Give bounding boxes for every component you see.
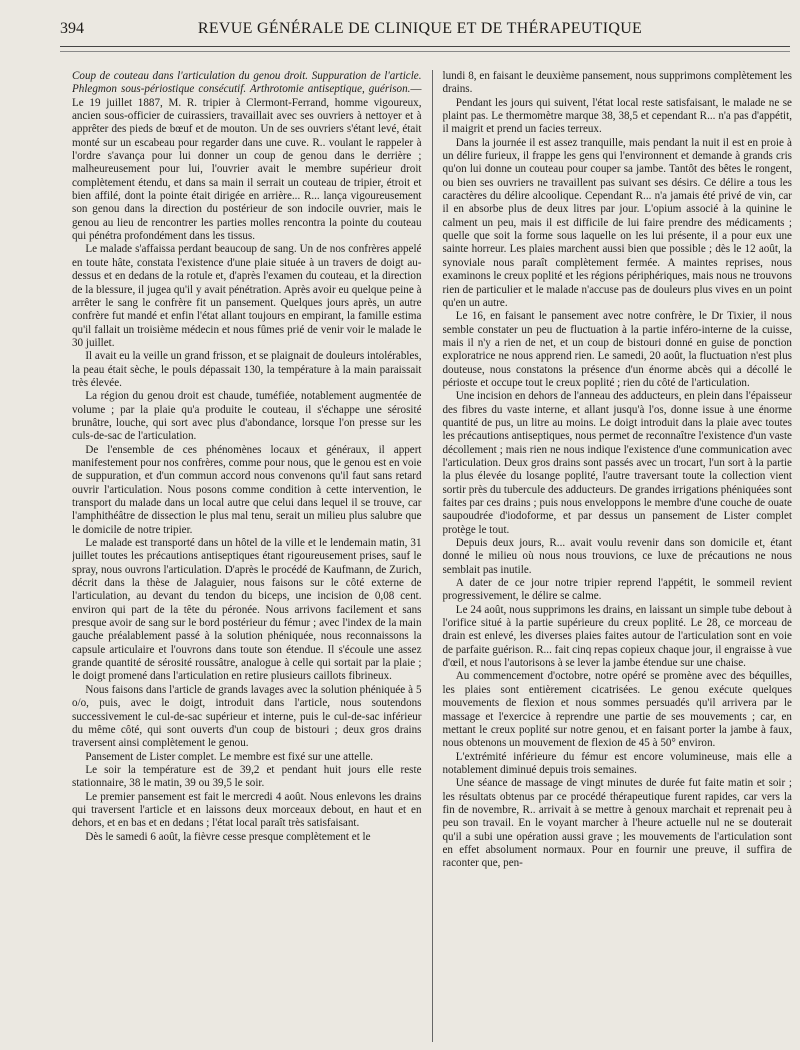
paragraph: Dans la journée il est assez tranquille, mais pendant la nuit il est en proie à un délire furieux, il frappe les gens qui l'environnent et demande à grands cris qu'on lui donne un couteau pour couper sa jambe. Tantôt des bêtes le rongent, ou bien ses ouvriers ne travaillent pas suivant ses désirs. Ce délire a tous les caractères du délire alcoolique. Cependant R... n'a jamais été privé de vin, car il en absorbe plus de deux litres par jour. L'opium associé à la quinine le calment un peu, mais il est difficile de lui faire prendre des médicaments ; quelle que soit la forme sous laquelle on les lui présente, il a pour eux une sainte horreur. Les plaies marchent aussi bien que possible ; dès le 12 août, la synoviale nous paraît complètement fermée. A maintes reprises, nous examinons le creux poplité et les régions périphériques, mais nous ne trouvons rien de particulier et le malade n'accuse pas de douleurs plus vives en un point qu'en un autre. — [442, 136, 792, 309]
paragraph: Pansement de Lister complet. Le membre est fixé sur une attelle. — [85, 750, 374, 763]
case-opening-paragraph — [72, 70, 422, 243]
paragraph: Dès le samedi 6 août, la fièvre cesse presque complètement et le — [85, 830, 371, 843]
paragraph: lundi 8, en faisant le deuxième pansement, nous supprimons complètement les drains. — [442, 70, 792, 96]
page-number: 394 — [60, 20, 84, 37]
paragraph: Nous faisons dans l'article de grands lavages avec la solution phéniquée à 5 o/o, puis, avec le doigt, introduit dans l'article, nous soutendons successivement le cul-de-sac supérieur et interne, puis le cul-de-sac inférieur du même côté, qui sont ouverts d'un coup de bistouri ; deux gros drains traversent ainsi complètement le genou. — [72, 683, 422, 750]
paragraph: Le premier pansement est fait le mercredi 4 août. Nous enlevons les drains qui traversent l'article et en laissons deux morceaux debout, en haut et en dehors, et en bas et en dedans ; l'état local paraît très satisfaisant. — [72, 790, 422, 830]
text-columns — [72, 70, 792, 1042]
paragraph: A dater de ce jour notre tripier reprend l'appétit, le sommeil revient progressivement, le délire se calme. — [442, 577, 792, 603]
case-title: Coup de couteau dans l'articulation du genou droit. Suppuration de l'article. Phlegmon sous-périostique consécutif. Arthrotomie antiseptique, guérison. — [72, 70, 422, 96]
paragraph: Une séance de massage de vingt minutes de durée fut faite matin et soir ; les résultats obtenus par ce procédé thérapeutique furent rapides, car vers la fin de novembre, R.. arrivait à se mettre à genoux marchait et reprenait peu à peu son travail. En le voyant marcher à l'heure actuelle nul ne se douterait qu'il a subi une opération aussi grave ; les mouvements de l'articulation sont en effet absolument normaux. Pour en fournir une preuve, il suffira de raconter que, pen- — [442, 777, 792, 870]
right-column — [442, 70, 792, 1042]
paragraph: Le soir la température est de 39,2 et pendant huit jours elle reste stationnaire, 38 le matin, 39 ou 39,5 le soir. — [72, 763, 422, 790]
column-divider — [432, 70, 433, 1042]
paragraph: Il avait eu la veille un grand frisson, et se plaignait de douleurs intolérables, la peau était sèche, le pouls dépassait 130, la température à la main paraissait très élevée. — [72, 350, 422, 389]
paragraph: Pendant les jours qui suivent, l'état local reste satisfaisant, le malade ne se plaint pas. Le thermomètre marque 38, 38,5 et cependant R... n'a pas d'appétit, il maigrit et prend un facies terreux. — [442, 96, 792, 136]
paragraph: Le 16, en faisant le pansement avec notre confrère, le Dr Tixier, il nous semble constater un peu de fluctuation à la partie inféro-interne de la cuisse, mais il n'y a rien de net, et un coup de bistouri donné en guise de ponction exploratrice ne nous apprend rien. Le samedi, 20 août, la fluctuation n'est plus douteuse, nous constatons la présence d'un énorme abcès qui a décollé le périoste et occupe tout le creux poplité ; rien du côté de l'articulation. — [442, 310, 792, 389]
paragraph: Le 24 août, nous supprimons les drains, en laissant un simple tube debout à l'orifice situé à la partie supérieure du creux poplité. Le 28, ce morceau de drain est enlevé, les diverses plaies faites autour de l'articulation sont en voie de parfaite guérison. R... fait cinq repas copieux chaque jour, il engraisse à vue d'œil, et nous l'autorisons à se lever la jambe étendue sur une chaise. — [442, 603, 792, 670]
running-title: REVUE GÉNÉRALE DE CLINIQUE ET DE THÉRAPEUTIQUE — [197, 20, 643, 37]
paragraph: Au commencement d'octobre, notre opéré se promène avec des béquilles, les plaies sont entièrement cicatrisées. Le genou exécute quelques mouvements de flexion et nous sommes persuadés qu'il arrivera par le massage et l'exercice à reprendre une partie de ses mouvements ; car, en mettant le creux poplité sur notre genou, et en faisant porter la jambe à faux, nous obtenons un mouvement de flexion de 45 à 50° environ. — [442, 670, 792, 750]
paragraph: L'extrémité inférieure du fémur est encore volumineuse, mais elle a notablement diminué depuis trois semaines. — [442, 750, 792, 776]
paragraph: La région du genou droit est chaude, tuméfiée, notablement augmentée de volume ; par la plaie qu'a produite le couteau, il s'échappe une sérosité brunâtre, louche, qui sort avec plus d'abondance, lorsque l'on presse sur les culs-de-sac de l'articulation. — [72, 390, 422, 443]
paragraph: De l'ensemble de ces phénomènes locaux et généraux, il appert manifestement pour nos confrères, comme pour nous, que le genou est en voie de suppuration, et d'un commun accord nous convenons qu'il faut sans retard ouvrir l'articulation. Nous posons comme condition à cette intervention, le transport du malade dans un local autre que celui dans lequel il se trouve, car l'amphithéâtre de dissection le plus mal tenu, serait un milieu plus salubre que le domicile de notre tripier. — [72, 443, 422, 536]
paragraph: Le malade est transporté dans un hôtel de la ville et le lendemain matin, 31 juillet toutes les précautions antiseptiques étant rigoureusement prises, sauf le spray, nous ouvrons l'articulation. D'après le procédé de Kaufmann, de Zurich, décrit dans la thèse de Jalaguier, nous faisons sur le côté externe de l'articulation, au devant du tendon du biceps, une incision de 0,08 cent. environ qui part de la tête du péronée. Nous arrivons facilement et sans presque avoir de sang sur le bord postérieur du fémur ; avec l'index de la main gauche préalablement passé à la solution phéniquée, nous reconnaissons la capsule articulaire et l'ouvrons dans toute son étendue. Il s'écoule une assez grande quantité de sérosité roussâtre, analogue à celle qui sortait par la plaie ; le doigt promené dans l'articulation en retire plusieurs caillots fibrineux. — [72, 537, 422, 683]
paragraph: Une incision en dehors de l'anneau des adducteurs, en plein dans l'épaisseur des fibres du vaste interne, et allant jusqu'à l'os, donne issue à une énorme quantité de pus, un litre au moins. Le doigt introduit dans la plaie avec toutes les précautions antiseptiques, nous permet de reconnaître l'existence d'un vaste décollement ; mais rien ne nous indique l'existence d'une communication avec l'articulation. Deux gros drains sont passés avec un trocart, l'un sort à la partie la plus élevée du losange poplité, l'autre traversant toute la collection vient sortir près du tubercule des adducteurs. De grandes irrigations phéniquées sont faites par ces drains ; puis nous enveloppons le membre d'une couche de ouate saupoudrée d'iodoforme, et par dessus un pansement de Lister complet protège le tout. — [442, 390, 792, 536]
paragraph: Le malade s'affaissa perdant beaucoup de sang. Un de nos confrères appelé en toute hâte, constata l'existence d'une plaie située à un travers de doigt au-dessus et en dedans de la rotule et, d'après l'examen du couteau, et la direction de la blessure, il jugea qu'il y avait pénétration. Après avoir eu quelque peine à arrêter le sang le confrère fit un pansement. Quelques jours après, un autre confrère fut mandé et enfin l'état allant toujours en empirant, la famille estima qu'il fallait un troisième médecin et nous fûmes prié de venir voir le malade le 30 juillet. — [72, 243, 422, 349]
header-rule-thin — [60, 51, 790, 52]
left-column — [72, 70, 422, 1042]
page-header — [60, 20, 740, 46]
case-intro: — Le 19 juillet 1887, M. R. tripier à Clermont-Ferrand, homme vigoureux, ancien sous-officier de cuirassiers, travaillait avec ses ouvriers à nettoyer et à apprêter des pieds de bœuf et de mouton. Un de ses ouvriers s'étant levé, était monté sur un escabeau pour regarder dans une cuve. R.. voulant le rappeler à l'ordre s'avança pour lui donner un coup de genou dans le derrière ; malheureusement pour lui, l'ouvrier avait le membre supérieur droit complètement étendu, et dans sa main il serrait un couteau de tripier, étroit et bien affilé, dont la pointe était dirigée en arrière... R... lança vigoureusement son genou dans la direction du postérieur de son indocile ouvrier, mais le genou au lieu de rencontrer les parties molles rencontra la pointe du couteau qui pénétra profondément dans les tissus. — [72, 83, 422, 243]
paragraph: Depuis deux jours, R... avait voulu revenir dans son domicile et, étant donné le milieu où nous nous trouvions, ce luxe de précautions ne nous semblait pas inutile. — [442, 537, 792, 576]
header-rule — [60, 46, 790, 47]
